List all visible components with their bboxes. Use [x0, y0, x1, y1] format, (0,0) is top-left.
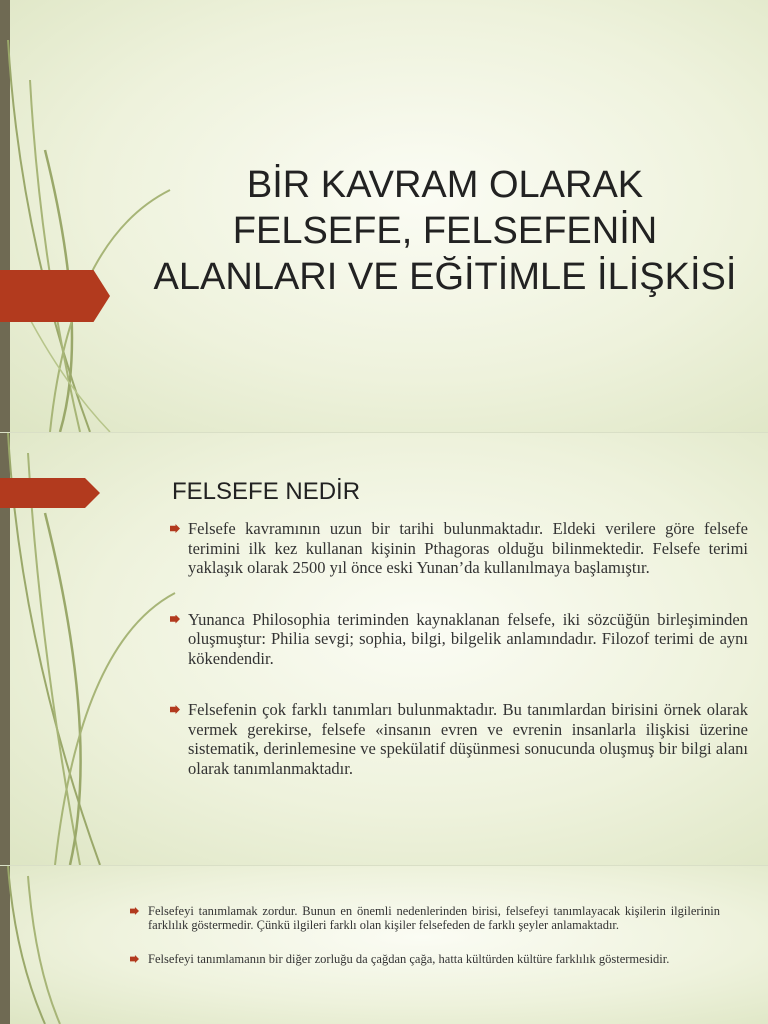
list-item — [148, 904, 720, 932]
bullet-text: Felsefenin çok farklı tanımları bulunmaktadır. Bu tanımlardan birisini örnek olarak vermek gerekirse, felsefe «insanın evren ve evrenin insanlarla ilişkisi üzerine sistematik, derinlemesine ve spekülatif düşünmesi sonucunda oluşmuş bir bilgi alanı olarak tanımlanmaktadır. — [188, 700, 748, 778]
title-line: ALANLARI VE EĞİTİMLE İLİŞKİSİ — [153, 256, 737, 298]
definition-slide — [0, 433, 768, 865]
list-item — [188, 700, 748, 778]
bullet-list — [188, 519, 748, 810]
accent-arrow — [0, 478, 100, 508]
title-line: FELSEFE, FELSEFENİN — [232, 210, 658, 252]
slide-title — [150, 162, 740, 300]
list-item — [148, 952, 720, 966]
title-line: BİR KAVRAM OLARAK — [246, 164, 644, 206]
title-slide — [0, 0, 768, 432]
bullet-text: Yunanca Philosophia teriminden kaynaklanan felsefe, iki sözcüğün birleşiminden oluşmuştur: Philia sevgi; sophia, bilgi, bilgelik anlamındadır. Filozof terimi de aynı kökendendir. — [188, 609, 748, 668]
difficulty-slide — [0, 866, 768, 1024]
list-item — [188, 519, 748, 578]
bullet-text: Felsefeyi tanımlamanın bir diğer zorluğu da çağdan çağa, hatta kültürden kültüre farklılık göstermesidir. — [148, 952, 670, 966]
accent-arrow — [0, 270, 110, 322]
slide-heading: FELSEFE NEDİR — [172, 478, 361, 505]
list-item — [188, 610, 748, 669]
bullet-list — [148, 904, 720, 986]
bullet-text: Felsefeyi tanımlamak zordur. Bunun en önemli nedenlerinden birisi, felsefeyi tanımlayacak kişilerin ilgilerinin farklılık göstermedir. Çünkü ilgileri farklı olan kişiler felsefeden de farklı şeyler anlamaktadır. — [148, 904, 720, 932]
bullet-text: Felsefe kavramının uzun bir tarihi bulunmaktadır. Eldeki verilere göre felsefe terimini ilk kez kullanan kişinin Pthagoras olduğu bilinmektedir. Felsefe terimi yaklaşık olarak 2500 yıl önce eski Yunan’da kullanılmaya başlamıştır. — [188, 519, 748, 577]
